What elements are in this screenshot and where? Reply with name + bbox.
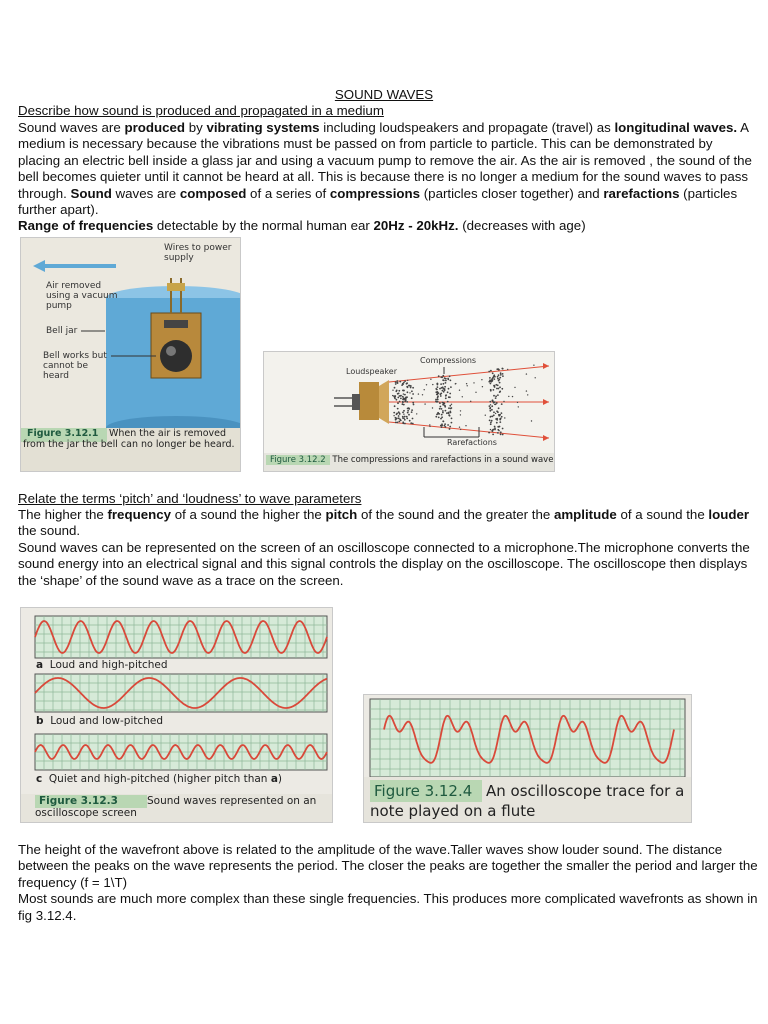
- figure-number: Figure 3.12.2: [266, 455, 330, 465]
- figure-caption-text: When the air is removed from the jar the bell can no longer be heard.: [23, 428, 235, 450]
- figure-caption: [23, 429, 238, 450]
- figure-oscilloscope-traces: [20, 607, 333, 823]
- figure-caption-text: The compressions and rarefactions in a sound wave: [332, 455, 554, 465]
- label-wires: Wires to power supply: [164, 243, 232, 263]
- figure-caption-text: Sound waves represented on an oscilloscope screen: [35, 795, 317, 819]
- section3-paragraph: The height of the wavefront above is related to the amplitude of the wave.Taller waves show louder sound. The distance between the peaks on the wave represents the period. The closer the peaks are together the smaller the period and larger the frequency (f = 1\T) Most sounds are much more complex than these single frequencies. This produces more complicated wavefronts as shown in fig 3.12.4.: [18, 842, 758, 923]
- label-rarefactions: Rarefactions: [447, 438, 497, 447]
- label-compressions: Compressions: [420, 356, 477, 365]
- figure-caption: [35, 795, 330, 819]
- label-air-removed: Air removed using a vacuum pump: [46, 281, 118, 311]
- figure-flute-trace: [363, 694, 692, 823]
- figure-number: Figure 3.12.3: [39, 795, 118, 807]
- figure-number: Figure 3.12.4: [374, 782, 473, 800]
- figure-compressions: [263, 351, 555, 472]
- figure-caption-text: An oscilloscope trace for a note played on a flute: [370, 782, 685, 820]
- figure-bell-jar: [20, 237, 241, 472]
- figure-caption: [370, 781, 688, 821]
- figure-number: Figure 3.12.1: [27, 428, 99, 439]
- label-loudspeaker: Loudspeaker: [346, 367, 397, 376]
- label-bell-jar: Bell jar: [46, 326, 78, 336]
- trace-a-label: a Loud and high-pitched: [36, 659, 168, 671]
- trace-b-label: b Loud and low-pitched: [36, 715, 164, 727]
- section1-paragraph: Sound waves are produced by vibrating systems including loudspeakers and propagate (travel) as longitudinal waves. A medium is necessary because the vibrations must be passed on from particle to particle. This can be demonstrated by placing an electric bell inside a glass jar and using a vacuum pump to remove the air. As the air is removed , the sound of the bell becomes quieter until it cannot be heard at all. This is because there is no longer a medium for the sound waves to pass through. Sound waves are composed of a series of compressions (particles closer together) and rarefactions (particles further apart). Range of frequencies detectable by the normal human ear 20Hz - 20kHz. (decreases with age): [18, 120, 752, 234]
- compressions-illustration: [264, 352, 554, 471]
- trace-c-label: c Quiet and high-pitched (higher pitch than a): [36, 773, 283, 785]
- label-bell-works: Bell works but cannot be heard: [43, 351, 107, 381]
- section1-heading: Describe how sound is produced and propagated in a medium: [18, 103, 384, 118]
- page-title: SOUND WAVES: [334, 87, 434, 102]
- section2-paragraph: The higher the frequency of a sound the higher the pitch of the sound and the greater the amplitude of a sound the louder the sound. Sound waves can be represented on the screen of an oscilloscope connected to a microphone.The microphone converts the sound energy into an electrical signal and this signal controls the display on the oscilloscope. The oscilloscope then displays the ‘shape’ of the sound wave as a trace on the screen.: [18, 507, 750, 588]
- section2-heading: Relate the terms ‘pitch’ and ‘loudness’ to wave parameters: [18, 491, 362, 506]
- figure-caption: [266, 455, 553, 465]
